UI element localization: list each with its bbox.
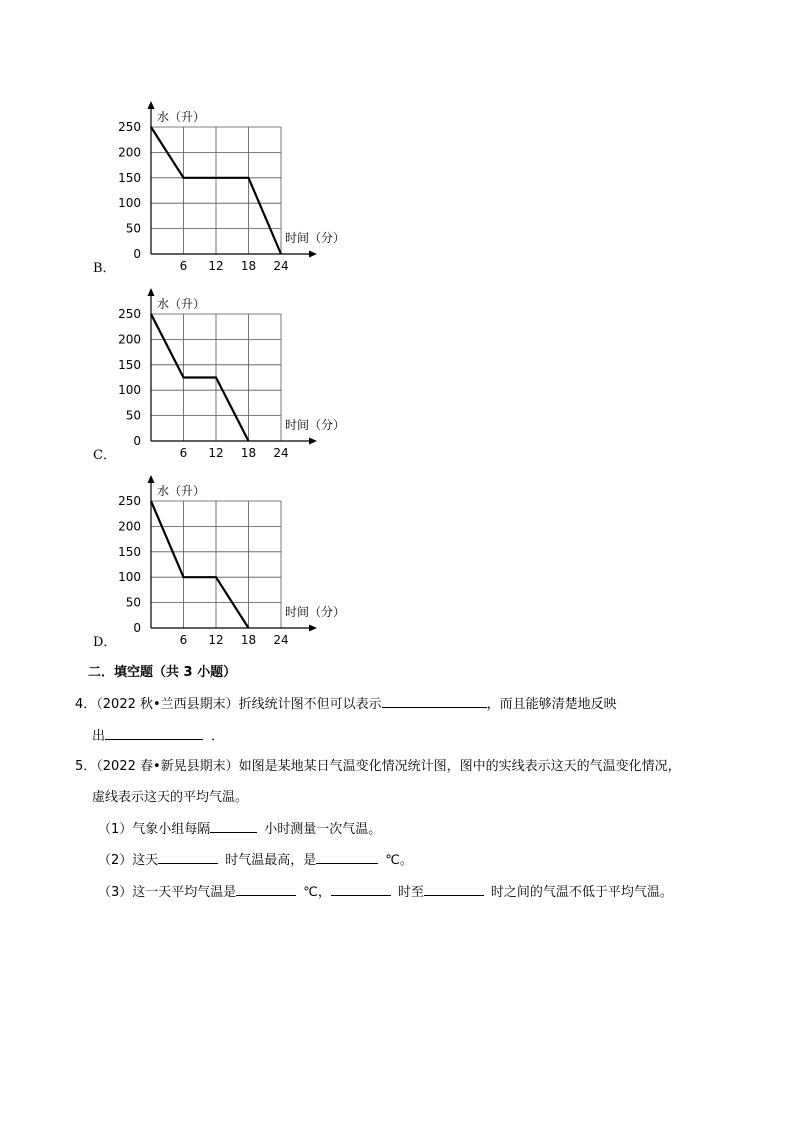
q5-sub2-b: 时气温最高，是 [225, 853, 317, 868]
q4-middle: ，而且能够清楚地反映 [486, 697, 617, 712]
q5-sub3-b: ℃， [303, 885, 331, 900]
x-tick-label: 12 [208, 446, 224, 460]
option-c-label: C． [93, 448, 116, 463]
x-tick-label: 12 [208, 259, 224, 273]
x-axis-arrow [309, 625, 317, 632]
y-axis-label: 水（升） [157, 297, 206, 311]
question-5-line-1: 5．（2022 春•新晃县期末）如图是某地某日气温变化情况统计图，图中的实线表示这天的气温变化情况， [75, 759, 681, 774]
y-tick-label: 200 [118, 519, 141, 534]
x-tick-label: 18 [240, 633, 257, 647]
q5-sub2-blank-1[interactable] [158, 849, 218, 864]
q4-line2-suffix: ． [211, 729, 225, 744]
y-axis-label: 水（升） [157, 484, 206, 498]
y-axis-arrow [148, 101, 155, 109]
y-tick-label: 0 [133, 621, 141, 635]
q5-sub3-c: 时至 [397, 885, 424, 900]
y-tick-label: 50 [125, 595, 141, 610]
option-d-line-chart [88, 474, 358, 652]
x-tick-label: 18 [240, 259, 257, 273]
option-b-line-chart [88, 100, 358, 278]
option-d-chart [88, 474, 358, 652]
y-tick-label: 250 [118, 307, 141, 321]
question-5-sub-2 [98, 849, 413, 871]
y-tick-label: 150 [118, 544, 141, 559]
x-tick-label: 6 [179, 633, 188, 647]
option-b-label: B． [93, 261, 116, 276]
y-tick-label: 100 [118, 383, 141, 398]
y-tick-label: 0 [133, 247, 141, 261]
y-tick-label: 200 [118, 332, 141, 347]
x-tick-label: 12 [208, 633, 224, 647]
y-tick-label: 50 [125, 408, 141, 423]
q4-line2-prefix: 出 [92, 729, 106, 744]
y-tick-label: 100 [118, 196, 141, 211]
question-5-line-2: 虚线表示这天的平均气温。 [92, 790, 249, 805]
section-title: 二．填空题（共 3 小题） [88, 665, 237, 680]
y-axis-arrow [148, 475, 155, 483]
q4-blank-1[interactable] [382, 693, 487, 708]
x-axis-label: 时间（分） [285, 418, 346, 432]
x-axis-arrow [309, 438, 317, 445]
y-tick-label: 250 [118, 494, 141, 508]
x-tick-label: 24 [273, 446, 289, 460]
q5-sub3-a: （3）这一天平均气温是 [98, 885, 237, 900]
y-axis-label: 水（升） [157, 110, 206, 124]
x-tick-label: 6 [179, 446, 188, 460]
q5-sub2-blank-2[interactable] [316, 849, 378, 864]
water-level-line [151, 501, 249, 628]
y-tick-label: 150 [118, 170, 141, 185]
x-axis-label: 时间（分） [285, 605, 346, 619]
question-4-line-2 [92, 725, 224, 747]
y-tick-label: 200 [118, 145, 141, 160]
q5-sub1-blank[interactable] [210, 818, 257, 833]
y-tick-label: 100 [118, 570, 141, 585]
q5-sub3-blank-3[interactable] [424, 881, 484, 896]
y-axis-arrow [148, 288, 155, 296]
option-c-chart [88, 287, 358, 465]
question-4-line-1 [75, 693, 617, 715]
x-tick-label: 18 [240, 446, 257, 460]
water-level-line [151, 314, 249, 441]
y-tick-label: 250 [118, 120, 141, 134]
q5-sub2-a: （2）这天 [98, 853, 159, 868]
x-axis-arrow [309, 251, 317, 258]
option-b-chart [88, 100, 358, 278]
question-5-sub-3 [98, 881, 673, 903]
q5-sub3-d: 时之间的气温不低于平均气温。 [490, 885, 673, 900]
q5-sub1-a: （1）气象小组每隔 [98, 822, 211, 837]
x-tick-label: 24 [273, 259, 289, 273]
q5-sub3-blank-1[interactable] [236, 881, 296, 896]
q4-prefix: 4．（2022 秋•兰西县期末）折线统计图不但可以表示 [75, 697, 382, 712]
y-tick-label: 50 [125, 221, 141, 236]
option-d-label: D． [93, 635, 117, 650]
q4-blank-2[interactable] [105, 725, 203, 740]
x-tick-label: 6 [179, 259, 188, 273]
q5-sub1-b: 小时测量一次气温。 [264, 822, 382, 837]
option-c-line-chart [88, 287, 358, 465]
q5-sub3-blank-2[interactable] [331, 881, 391, 896]
question-5-sub-1 [98, 818, 381, 840]
q5-sub2-c: ℃。 [385, 853, 413, 868]
x-tick-label: 24 [273, 633, 289, 647]
y-tick-label: 0 [133, 434, 141, 448]
x-axis-label: 时间（分） [285, 231, 346, 245]
y-tick-label: 150 [118, 357, 141, 372]
